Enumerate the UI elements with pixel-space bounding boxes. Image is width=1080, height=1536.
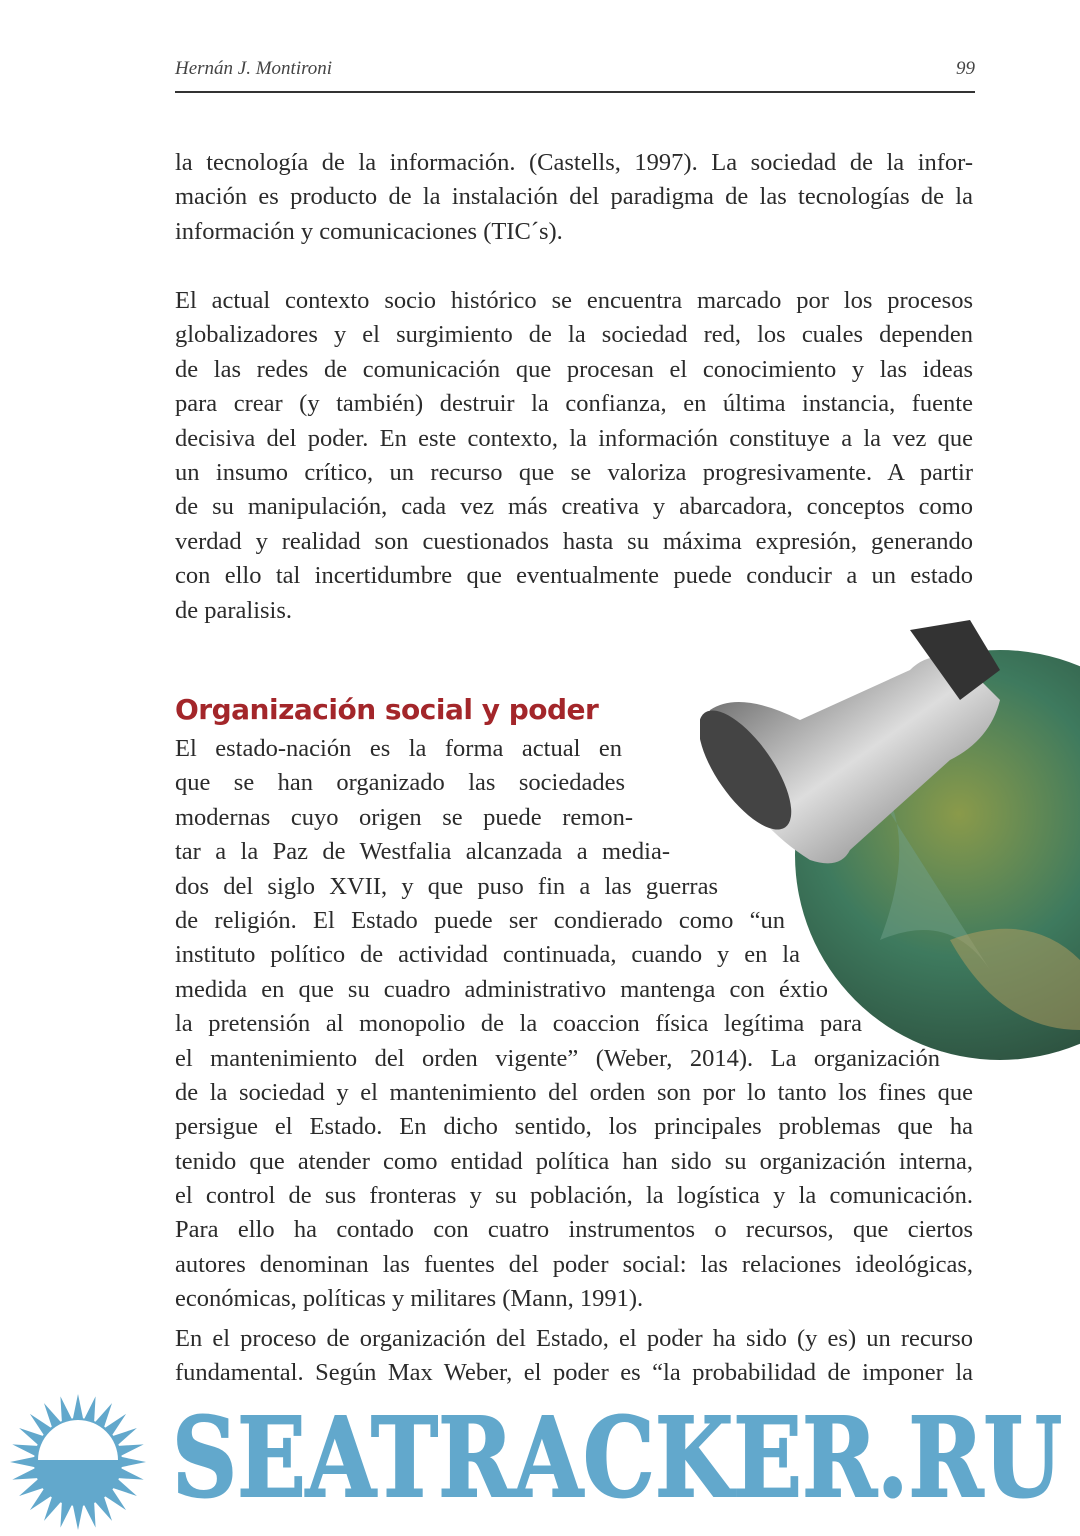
- text-line: decisiva del poder. En este contexto, la información constituye a la vez que: [175, 424, 973, 452]
- page-number: 99: [956, 58, 975, 79]
- paragraph-1: [175, 146, 975, 249]
- text-line: con ello tal incertidumbre que eventualmente puede conducir a un estado: [175, 562, 973, 590]
- text-line: mación es producto de la instalación del paradigma de las tecnologías de la: [175, 183, 973, 211]
- text-line: Para ello ha contado con cuatro instrumentos o recursos, que ciertos: [175, 1216, 973, 1244]
- text-line: que se han organizado las sociedades: [175, 769, 625, 797]
- text-line: de religión. El Estado puede ser condierado como “un: [175, 906, 785, 934]
- text-line: El estado-nación es la forma actual en: [175, 735, 622, 762]
- text-line: verdad y realidad son cuestionados hasta su máxima expresión, generando: [175, 527, 973, 555]
- text-line: información y comunicaciones (TIC´s).: [175, 217, 563, 245]
- text-line: En el proceso de organización del Estado, el poder ha sido (y es) un recurso: [175, 1325, 973, 1352]
- text-line: instituto político de actividad continuada, cuando y en la: [175, 941, 800, 969]
- text-line: económicas, políticas y militares (Mann, 1991).: [175, 1285, 644, 1313]
- text-line: autores denominan las fuentes del poder social: las relaciones ideológicas,: [175, 1250, 973, 1278]
- text-line: de la sociedad y el mantenimiento del orden son por lo tanto los fines que: [175, 1078, 973, 1106]
- text-line: fundamental. Según Max Weber, el poder es “la probabilidad de imponer la: [175, 1359, 973, 1387]
- text-line: dos del siglo XVII, y que puso fin a las guerras: [175, 872, 718, 900]
- watermark-logo: [0, 1392, 1080, 1532]
- text-line: la tecnología de la información. (Castells, 1997). La sociedad de la infor-: [175, 149, 973, 176]
- section-heading: Organización social y poder: [175, 693, 599, 726]
- text-line: medida en que su cuadro administrativo mantenga con éxtio: [175, 975, 828, 1003]
- text-line: de las redes de comunicación que procesan el conocimiento y las ideas: [175, 355, 973, 383]
- text-line: modernas cuyo origen se puede remon-: [175, 803, 633, 831]
- sunburst-icon: [10, 1394, 146, 1530]
- text-line: para crear (y también) destruir la confianza, en última instancia, fuente: [175, 390, 973, 418]
- running-header-author: Hernán J. Montironi: [175, 58, 333, 79]
- watermark-text: SEATRACKER.RU: [172, 1393, 1062, 1522]
- text-line: de su manipulación, cada vez más creativa y abarcadora, conceptos como: [175, 493, 973, 521]
- paragraph-3: [175, 732, 975, 1317]
- text-line: de paralisis.: [175, 596, 293, 624]
- text-line: globalizadores y el surgimiento de la sociedad red, los cuales dependen: [175, 321, 973, 349]
- text-line: la pretensión al monopolio de la coaccion física legítima para: [175, 1010, 862, 1038]
- paragraph-4: [175, 1322, 975, 1391]
- text-line: el mantenimiento del orden vigente” (Weber, 2014). La organización: [175, 1044, 940, 1072]
- text-line: un insumo crítico, un recurso que se valoriza progresivamente. A partir: [175, 458, 973, 486]
- header-rule: [175, 91, 975, 93]
- paragraph-2: [175, 284, 975, 628]
- text-line: El actual contexto socio histórico se encuentra marcado por los procesos: [175, 287, 973, 314]
- text-line: tar a la Paz de Westfalia alcanzada a media-: [175, 838, 670, 866]
- text-line: persigue el Estado. En dicho sentido, los principales problemas que ha: [175, 1113, 973, 1141]
- text-line: tenido que atender como entidad política han sido su organización interna,: [175, 1147, 973, 1175]
- text-line: el control de sus fronteras y su población, la logística y la comunicación.: [175, 1182, 973, 1210]
